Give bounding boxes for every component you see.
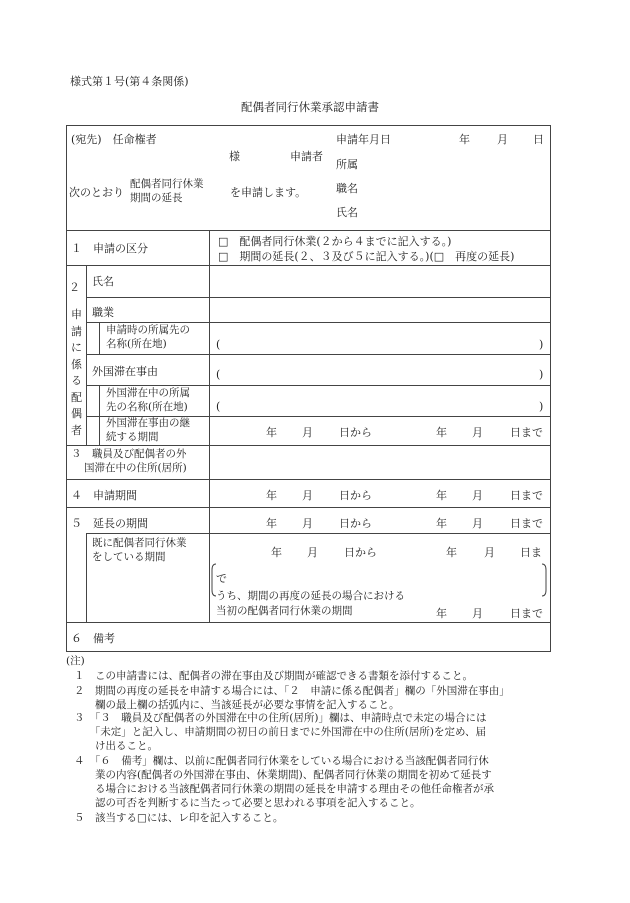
ext-from-month: 月 xyxy=(302,517,313,530)
already-from-year: 年 xyxy=(271,546,282,559)
abroad-affil-line1: 外国滞在中の所属 xyxy=(106,387,190,399)
applicant-label: 申請者 xyxy=(290,150,323,163)
stay-from-month: 月 xyxy=(302,426,313,439)
already-line2: をしている期間 xyxy=(92,551,166,563)
ext-from-day: 日から xyxy=(339,517,372,530)
spouse-name-label: 氏名 xyxy=(92,275,114,288)
apply-day: 日 xyxy=(533,133,544,146)
note-1: １ この申請書には、配偶者の滞在事由及び期間が確認できる書類を添付すること。 xyxy=(74,670,473,682)
apply-year: 年 xyxy=(459,133,470,146)
affil-label-line2: 名称(所在地) xyxy=(106,338,167,350)
period-from-year: 年 xyxy=(266,489,277,502)
stay-period-line2: 続する期間 xyxy=(106,431,159,443)
affil-paren-close: ) xyxy=(539,338,544,351)
form-number-label: 様式第１号(第４条関係) xyxy=(70,75,189,88)
affil-label-line1: 申請時の所属先の xyxy=(106,324,190,336)
note-2: ２ 期間の再度の延長を申請する場合には、「２ 申請に係る配偶者」欄の「外国滞在事由」 欄の最上欄の括弧内に、当該延長が必要な事情を記入すること。 xyxy=(74,685,510,711)
de-label: で xyxy=(216,572,227,585)
stay-to-year: 年 xyxy=(436,426,447,439)
checkbox-new-application[interactable]: □ 配偶者同行休業(２から４までに記入する。) xyxy=(218,235,452,248)
abroad-paren-close: ) xyxy=(539,400,544,413)
addressee-label: (宛先) 任命権者 xyxy=(71,133,157,146)
ext-to-year: 年 xyxy=(436,517,447,530)
ext-from-year: 年 xyxy=(266,517,277,530)
abroad-affil-line2: 先の名称(所在地) xyxy=(106,401,188,413)
initial-period-line1: うち、期間の再度の延長の場合における xyxy=(216,590,405,602)
already-from-day: 日から xyxy=(344,546,377,559)
already-line1: 既に配偶者同行休業 xyxy=(92,537,187,549)
stay-reason-label: 外国滞在事由 xyxy=(92,365,158,378)
checkbox-extension[interactable]: □ 期間の延長(２、３及び５に記入する。)(□ 再度の延長) xyxy=(218,250,515,263)
note-5: ５ 該当する□には、レ印を記入すること。 xyxy=(74,812,284,824)
stay-period-line1: 外国滞在事由の継 xyxy=(106,417,190,429)
period-to-year: 年 xyxy=(436,489,447,502)
section2-number: ２ xyxy=(69,281,80,294)
initial-to-year: 年 xyxy=(436,607,447,620)
abroad-paren-open: ( xyxy=(216,400,221,413)
note-3: ３ 「３ 職員及び配偶者の外国滞在中の住所(居所)」欄は、申請時点で未定の場合には 「未定」と記入し、申請期間の初日の前日までに外国滞在中の住所(居所)を定め、届 け出ること。 xyxy=(74,712,487,752)
apply-month: 月 xyxy=(497,133,508,146)
section6-label: ６ 備考 xyxy=(71,632,115,645)
section2-side-label: 申 請 に 係 る 配 偶 者 xyxy=(71,308,82,437)
section3-line2: 国滞在中の住所(居所) xyxy=(84,462,187,474)
notes-heading: (注) xyxy=(66,655,85,667)
already-to-day: 日ま xyxy=(520,546,542,559)
initial-period-line2: 当初の配偶者同行休業の期間 xyxy=(216,605,353,617)
section1-label: １ 申請の区分 xyxy=(71,242,148,255)
initial-to-month: 月 xyxy=(472,607,483,620)
affiliation-label: 所属 xyxy=(336,158,358,171)
applicant-name-label: 氏名 xyxy=(336,206,358,219)
reason-paren-open: ( xyxy=(216,368,221,381)
affil-paren-open: ( xyxy=(216,338,221,351)
section5-label: ５ 延長の期間 xyxy=(71,517,148,530)
reason-paren-close: ) xyxy=(539,368,544,381)
stay-to-month: 月 xyxy=(472,426,483,439)
ext-to-month: 月 xyxy=(472,517,483,530)
following-label: 次のとおり xyxy=(69,186,124,199)
request-label: を申請します。 xyxy=(230,186,307,199)
initial-to-day: 日まで xyxy=(510,607,543,620)
already-to-month: 月 xyxy=(484,546,495,559)
stay-to-day: 日まで xyxy=(510,426,543,439)
period-to-day: 日まで xyxy=(510,489,543,502)
period-from-month: 月 xyxy=(302,489,313,502)
already-to-year: 年 xyxy=(446,546,457,559)
stay-from-day: 日から xyxy=(339,426,372,439)
already-from-month: 月 xyxy=(307,546,318,559)
apply-date-label: 申請年月日 xyxy=(336,133,391,146)
stay-from-year: 年 xyxy=(266,426,277,439)
section4-label: ４ 申請期間 xyxy=(71,489,137,502)
subject-line1: 配偶者同行休業 xyxy=(130,178,204,190)
period-from-day: 日から xyxy=(339,489,372,502)
note-4: ４ 「６ 備考」欄は、以前に配偶者同行休業をしている場合における当該配偶者同行休 業の内容(配偶者の外国滞在事由、休業期間)、配偶者同行休業の期間を初めて延長す る場合における当該配偶者同行休業の期間の延長を申請する理由その他任命権者が承 認の可否を判断するに当たって必要と思われる事項を記入すること。 xyxy=(74,755,494,809)
sama-label: 様 xyxy=(229,150,240,163)
spouse-job-label: 職業 xyxy=(92,306,114,319)
period-to-month: 月 xyxy=(472,489,483,502)
ext-to-day: 日まで xyxy=(510,517,543,530)
subject-line2: 期間の延長 xyxy=(130,192,183,204)
section3-line1: ３ 職員及び配偶者の外 xyxy=(71,448,187,460)
position-label: 職名 xyxy=(336,182,358,195)
form-title: 配偶者同行休業承認申請書 xyxy=(241,100,379,114)
